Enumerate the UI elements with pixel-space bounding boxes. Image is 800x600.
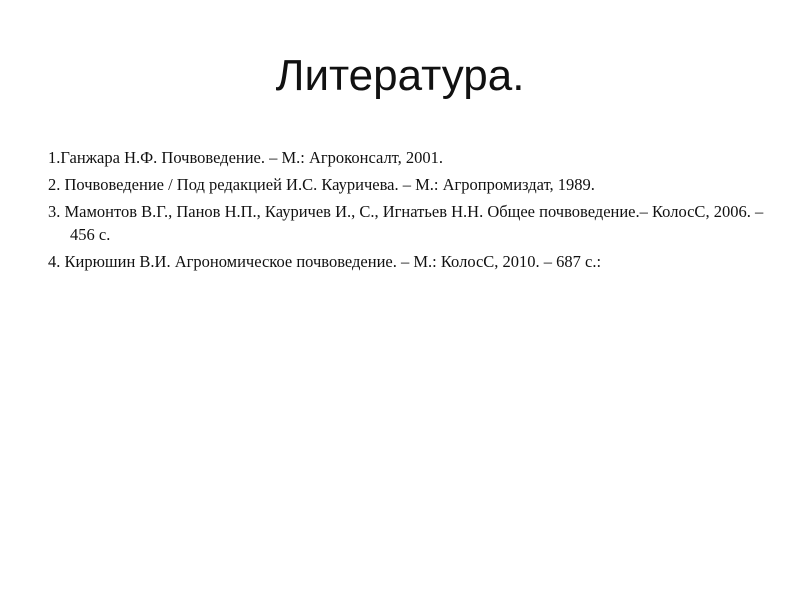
reference-item-2: 2. Почвоведение / Под редакцией И.С. Кауричева. – М.: Агропромиздат, 1989.	[48, 175, 595, 194]
slide-title: Литература.	[275, 51, 525, 100]
reference-item-1: 1.Ганжара Н.Ф. Почвоведение. – М.: Агроконсалт, 2001.	[48, 148, 444, 167]
reference-list	[48, 146, 768, 277]
reference-item-4: 4. Кирюшин В.И. Агрономическое почвоведение. – М.: КолосС, 2010. – 687 с.:	[48, 252, 602, 271]
reference-item-3: 3. Мамонтов В.Г., Панов Н.П., Кауричев И., С., Игнатьев Н.Н. Общее почвоведение.– КолосС, 2006. – 456 с.	[48, 202, 764, 244]
